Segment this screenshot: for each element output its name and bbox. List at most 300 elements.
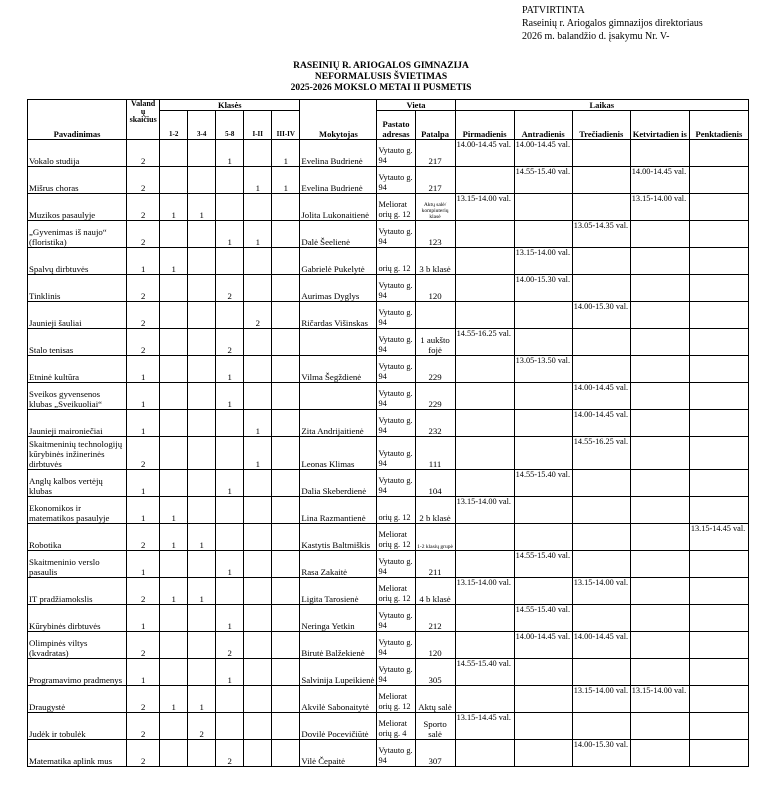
table-row <box>28 410 749 437</box>
thursday-time <box>630 329 689 356</box>
teacher-name: Lina Razmantienė <box>300 497 377 524</box>
class-3-4-count <box>188 632 216 659</box>
header-name: Pavadinimas <box>28 100 127 140</box>
building-address: Vytauto g. 94 <box>377 356 415 383</box>
hours-count: 2 <box>127 140 160 167</box>
building-address: Vytauto g. 94 <box>377 167 415 194</box>
class-i-ii-count: 1 <box>244 437 272 470</box>
class-iii-iv-count <box>272 686 300 713</box>
class-5-8-count: 1 <box>216 383 244 410</box>
friday-time <box>689 551 748 578</box>
wednesday-time: 13.15-14.00 val. <box>572 578 630 605</box>
tuesday-time: 14.55-15.40 val. <box>514 551 572 578</box>
document-titles <box>0 61 766 94</box>
teacher-name: Vilė Čepaitė <box>300 740 377 767</box>
class-3-4-count <box>188 302 216 329</box>
class-1-2-count <box>160 140 188 167</box>
header-hours: Valand ų skaičius <box>127 100 160 140</box>
activity-name: „Gyvenimas iš naujo“ (floristika) <box>28 221 127 248</box>
room-name: 1 aukšto fojė <box>415 329 455 356</box>
activity-name: Spalvų dirbtuvės <box>28 248 127 275</box>
hours-count: 2 <box>127 275 160 302</box>
wednesday-time: 14.00-14.45 val. <box>572 383 630 410</box>
class-3-4-count <box>188 248 216 275</box>
teacher-name: Akvilė Sabonaitytė <box>300 686 377 713</box>
class-1-2-count <box>160 221 188 248</box>
friday-time <box>689 632 748 659</box>
hours-count: 2 <box>127 329 160 356</box>
approval-block <box>522 4 703 43</box>
teacher-name: Ričardas Višinskas <box>300 302 377 329</box>
class-i-ii-count <box>244 740 272 767</box>
room-name: 305 <box>415 659 455 686</box>
room-name: 123 <box>415 221 455 248</box>
friday-time <box>689 248 748 275</box>
teacher-name: Birutė Balžekienė <box>300 632 377 659</box>
teacher-name: Zita Andrijaitienė <box>300 410 377 437</box>
room-name: 232 <box>415 410 455 437</box>
class-i-ii-count <box>244 275 272 302</box>
class-5-8-count <box>216 686 244 713</box>
teacher-name: Rasa Zakaitė <box>300 551 377 578</box>
monday-time <box>455 302 514 329</box>
hours-count: 2 <box>127 194 160 221</box>
activity-name: IT pradžiamokslis <box>28 578 127 605</box>
hours-count: 2 <box>127 740 160 767</box>
class-i-ii-count <box>244 140 272 167</box>
class-5-8-count: 2 <box>216 329 244 356</box>
building-address: Vytauto g. 94 <box>377 383 415 410</box>
building-address: Vytauto g. 94 <box>377 410 415 437</box>
class-iii-iv-count <box>272 329 300 356</box>
class-3-4-count <box>188 740 216 767</box>
activity-name: Draugystė <box>28 686 127 713</box>
monday-time: 14.55-15.40 val. <box>455 659 514 686</box>
tuesday-time <box>514 221 572 248</box>
school-title: RASEINIŲ R. ARIOGALOS GIMNAZIJA <box>293 61 469 71</box>
friday-time <box>689 740 748 767</box>
monday-time <box>455 275 514 302</box>
class-i-ii-count: 2 <box>244 302 272 329</box>
building-address: Vytauto g. 94 <box>377 437 415 470</box>
friday-time <box>689 221 748 248</box>
friday-time <box>689 605 748 632</box>
friday-time <box>689 194 748 221</box>
tuesday-time: 14.00-14.45 val. <box>514 632 572 659</box>
class-1-2-count <box>160 329 188 356</box>
wednesday-time <box>572 659 630 686</box>
tuesday-time <box>514 194 572 221</box>
class-iii-iv-count <box>272 632 300 659</box>
table-row <box>28 740 749 767</box>
class-i-ii-count <box>244 713 272 740</box>
header-class-1-2: 1-2 <box>160 111 188 140</box>
class-iii-iv-count <box>272 356 300 383</box>
thursday-time <box>630 524 689 551</box>
class-3-4-count: 1 <box>188 194 216 221</box>
building-address: Vytauto g. 94 <box>377 221 415 248</box>
wednesday-time <box>572 497 630 524</box>
header-friday: Penktadienis <box>689 111 748 140</box>
building-address: Meliorat orių g. 12 <box>377 194 415 221</box>
building-address: Vytauto g. 94 <box>377 551 415 578</box>
hours-count: 2 <box>127 686 160 713</box>
wednesday-time <box>572 551 630 578</box>
class-iii-iv-count <box>272 497 300 524</box>
header-classes: Klasės <box>160 100 300 111</box>
thursday-time <box>630 551 689 578</box>
class-i-ii-count <box>244 329 272 356</box>
room-name: 229 <box>415 383 455 410</box>
monday-time: 13.15-14.45 val. <box>455 713 514 740</box>
room-name: 307 <box>415 740 455 767</box>
period-title: 2025-2026 MOKSLO METAI II PUSMETIS <box>290 83 472 93</box>
activity-name: Mišrus choras <box>28 167 127 194</box>
building-address: Vytauto g. 94 <box>377 329 415 356</box>
header-class-5-8: 5-8 <box>216 111 244 140</box>
room-name: Aktų salė <box>415 686 455 713</box>
class-1-2-count: 1 <box>160 524 188 551</box>
class-1-2-count <box>160 740 188 767</box>
class-iii-iv-count <box>272 248 300 275</box>
class-3-4-count <box>188 437 216 470</box>
tuesday-time <box>514 383 572 410</box>
class-5-8-count <box>216 167 244 194</box>
wednesday-time <box>572 524 630 551</box>
tuesday-time <box>514 713 572 740</box>
table-row <box>28 383 749 410</box>
class-iii-iv-count <box>272 713 300 740</box>
class-5-8-count: 1 <box>216 470 244 497</box>
room-name: 212 <box>415 605 455 632</box>
approval-order: 2026 m. balandžio d. įsakymu Nr. V- <box>522 31 670 42</box>
teacher-name <box>300 329 377 356</box>
wednesday-time: 14.55-16.25 val. <box>572 437 630 470</box>
monday-time <box>455 632 514 659</box>
wednesday-time: 13.05-14.35 val. <box>572 221 630 248</box>
activity-name: Kūrybinės dirbtuvės <box>28 605 127 632</box>
teacher-name: Evelina Budrienė <box>300 167 377 194</box>
thursday-time <box>630 605 689 632</box>
tuesday-time <box>514 437 572 470</box>
monday-time <box>455 470 514 497</box>
monday-time <box>455 221 514 248</box>
class-5-8-count: 1 <box>216 356 244 383</box>
room-name: 211 <box>415 551 455 578</box>
thursday-time <box>630 578 689 605</box>
tuesday-time: 14.00-15.30 val. <box>514 275 572 302</box>
activity-name: Jaunieji šauliai <box>28 302 127 329</box>
monday-time: 13.15-14.00 val. <box>455 578 514 605</box>
building-address: orių g. 12 <box>377 248 415 275</box>
class-5-8-count <box>216 578 244 605</box>
hours-count: 1 <box>127 659 160 686</box>
thursday-time <box>630 140 689 167</box>
friday-time <box>689 686 748 713</box>
table-row <box>28 659 749 686</box>
class-iii-iv-count <box>272 524 300 551</box>
class-3-4-count: 1 <box>188 686 216 713</box>
class-3-4-count <box>188 383 216 410</box>
friday-time <box>689 329 748 356</box>
class-5-8-count: 1 <box>216 221 244 248</box>
monday-time <box>455 740 514 767</box>
class-3-4-count <box>188 470 216 497</box>
activity-name: Matematika aplink mus <box>28 740 127 767</box>
table-row <box>28 686 749 713</box>
class-1-2-count <box>160 410 188 437</box>
teacher-name: Evelina Budrienė <box>300 140 377 167</box>
friday-time <box>689 167 748 194</box>
class-i-ii-count <box>244 194 272 221</box>
tuesday-time: 14.00-14.45 val. <box>514 140 572 167</box>
wednesday-time: 14.00-15.30 val. <box>572 740 630 767</box>
class-iii-iv-count <box>272 551 300 578</box>
class-1-2-count <box>160 275 188 302</box>
class-3-4-count: 1 <box>188 524 216 551</box>
wednesday-time <box>572 248 630 275</box>
class-i-ii-count <box>244 551 272 578</box>
hours-count: 2 <box>127 524 160 551</box>
tuesday-time <box>514 524 572 551</box>
activity-name: Stalo tenisas <box>28 329 127 356</box>
thursday-time: 14.00-14.45 val. <box>630 167 689 194</box>
building-address: Meliorat orių g. 12 <box>377 524 415 551</box>
building-address: Meliorat orių g. 4 <box>377 713 415 740</box>
monday-time: 13.15-14.00 val. <box>455 497 514 524</box>
class-3-4-count <box>188 659 216 686</box>
thursday-time: 13.15-14.00 val. <box>630 194 689 221</box>
wednesday-time <box>572 605 630 632</box>
table-row <box>28 524 749 551</box>
class-i-ii-count <box>244 383 272 410</box>
table-row <box>28 194 749 221</box>
class-3-4-count <box>188 275 216 302</box>
class-3-4-count <box>188 221 216 248</box>
friday-time <box>689 383 748 410</box>
table-row <box>28 167 749 194</box>
class-iii-iv-count: 1 <box>272 140 300 167</box>
class-5-8-count: 1 <box>216 551 244 578</box>
thursday-time <box>630 302 689 329</box>
table-row <box>28 221 749 248</box>
room-name: Sporto salė <box>415 713 455 740</box>
class-1-2-count <box>160 383 188 410</box>
activity-name: Sveikos gyvensenos klubas „Sveikuoliai“ <box>28 383 127 410</box>
class-1-2-count <box>160 167 188 194</box>
approval-issuer: Raseinių r. Ariogalos gimnazijos direktoriaus <box>522 18 703 29</box>
class-1-2-count: 1 <box>160 248 188 275</box>
header-row-1 <box>28 100 749 111</box>
class-iii-iv-count <box>272 275 300 302</box>
wednesday-time <box>572 275 630 302</box>
room-name: 4 b klasė <box>415 578 455 605</box>
friday-time <box>689 437 748 470</box>
building-address: Vytauto g. 94 <box>377 632 415 659</box>
header-time: Laikas <box>455 100 748 111</box>
class-i-ii-count <box>244 632 272 659</box>
wednesday-time: 14.00-14.45 val. <box>572 410 630 437</box>
tuesday-time <box>514 740 572 767</box>
activity-name: Olimpinės viltys (kvadratas) <box>28 632 127 659</box>
friday-time <box>689 659 748 686</box>
class-i-ii-count: 1 <box>244 221 272 248</box>
monday-time <box>455 410 514 437</box>
activity-name: Judėk ir tobulėk <box>28 713 127 740</box>
thursday-time <box>630 275 689 302</box>
room-name: 217 <box>415 167 455 194</box>
class-3-4-count <box>188 167 216 194</box>
building-address: Meliorat orių g. 12 <box>377 686 415 713</box>
class-iii-iv-count <box>272 302 300 329</box>
class-3-4-count <box>188 329 216 356</box>
room-name: 3 b klasė <box>415 248 455 275</box>
monday-time: 14.55-16.25 val. <box>455 329 514 356</box>
table-row <box>28 356 749 383</box>
class-iii-iv-count: 1 <box>272 167 300 194</box>
teacher-name: Leonas Klimas <box>300 437 377 470</box>
class-1-2-count <box>160 605 188 632</box>
monday-time <box>455 605 514 632</box>
thursday-time <box>630 632 689 659</box>
class-iii-iv-count <box>272 470 300 497</box>
header-class-i-ii: I-II <box>244 111 272 140</box>
class-i-ii-count <box>244 686 272 713</box>
building-address: Vytauto g. 94 <box>377 140 415 167</box>
room-name: Aktų salė/ kompiuterių klasė <box>415 194 455 221</box>
wednesday-time: 13.15-14.00 val. <box>572 686 630 713</box>
monday-time <box>455 356 514 383</box>
monday-time <box>455 524 514 551</box>
tuesday-time <box>514 302 572 329</box>
building-address: Meliorat orių g. 12 <box>377 578 415 605</box>
class-1-2-count <box>160 632 188 659</box>
class-3-4-count <box>188 410 216 437</box>
friday-time <box>689 578 748 605</box>
thursday-time <box>630 248 689 275</box>
thursday-time <box>630 221 689 248</box>
class-i-ii-count: 1 <box>244 410 272 437</box>
monday-time <box>455 167 514 194</box>
class-1-2-count: 1 <box>160 194 188 221</box>
wednesday-time <box>572 140 630 167</box>
hours-count: 1 <box>127 356 160 383</box>
class-5-8-count <box>216 524 244 551</box>
document-subtitle: NEFORMALUSIS ŠVIETIMAS <box>314 72 448 82</box>
wednesday-time <box>572 167 630 194</box>
thursday-time <box>630 713 689 740</box>
room-name: 111 <box>415 437 455 470</box>
room-name: 217 <box>415 140 455 167</box>
room-name: 120 <box>415 632 455 659</box>
class-5-8-count: 2 <box>216 740 244 767</box>
thursday-time <box>630 383 689 410</box>
class-i-ii-count <box>244 605 272 632</box>
table-row <box>28 578 749 605</box>
class-5-8-count <box>216 713 244 740</box>
teacher-name: Kastytis Baltmiškis <box>300 524 377 551</box>
wednesday-time <box>572 194 630 221</box>
class-5-8-count <box>216 194 244 221</box>
friday-time: 13.15-14.45 val. <box>689 524 748 551</box>
building-address: Vytauto g. 94 <box>377 302 415 329</box>
class-iii-iv-count <box>272 659 300 686</box>
hours-count: 2 <box>127 713 160 740</box>
wednesday-time <box>572 470 630 497</box>
tuesday-time: 13.15-14.00 val. <box>514 248 572 275</box>
tuesday-time: 14.55-15.40 val. <box>514 470 572 497</box>
class-5-8-count <box>216 497 244 524</box>
room-name <box>415 302 455 329</box>
activity-name: Ekonomikos ir matematikos pasaulyje <box>28 497 127 524</box>
class-i-ii-count <box>244 659 272 686</box>
monday-time: 14.00-14.45 val. <box>455 140 514 167</box>
class-5-8-count <box>216 248 244 275</box>
header-building: Pastato adresas <box>377 111 415 140</box>
header-class-iii-iv: III-IV <box>272 111 300 140</box>
room-name: 120 <box>415 275 455 302</box>
header-tuesday: Antradienis <box>514 111 572 140</box>
class-i-ii-count <box>244 356 272 383</box>
class-3-4-count: 2 <box>188 713 216 740</box>
thursday-time <box>630 470 689 497</box>
monday-time <box>455 248 514 275</box>
table-row <box>28 437 749 470</box>
class-1-2-count <box>160 713 188 740</box>
monday-time <box>455 686 514 713</box>
table-row <box>28 275 749 302</box>
class-5-8-count: 1 <box>216 140 244 167</box>
tuesday-time <box>514 686 572 713</box>
wednesday-time <box>572 356 630 383</box>
teacher-name: Vilma Šegždienė <box>300 356 377 383</box>
table-row <box>28 551 749 578</box>
hours-count: 2 <box>127 632 160 659</box>
hours-count: 2 <box>127 302 160 329</box>
hours-count: 2 <box>127 437 160 470</box>
monday-time <box>455 551 514 578</box>
friday-time <box>689 302 748 329</box>
hours-count: 2 <box>127 221 160 248</box>
class-3-4-count <box>188 551 216 578</box>
hours-count: 1 <box>127 248 160 275</box>
hours-count: 2 <box>127 167 160 194</box>
teacher-name: Salvinija Lupeikienė <box>300 659 377 686</box>
room-name: 2 b klasė <box>415 497 455 524</box>
class-1-2-count: 1 <box>160 497 188 524</box>
wednesday-time <box>572 713 630 740</box>
tuesday-time <box>514 410 572 437</box>
hours-count: 1 <box>127 470 160 497</box>
table-row <box>28 605 749 632</box>
teacher-name: Ligita Tarosienė <box>300 578 377 605</box>
class-5-8-count: 2 <box>216 275 244 302</box>
building-address: orių g. 12 <box>377 497 415 524</box>
teacher-name: Aurimas Dyglys <box>300 275 377 302</box>
schedule-table <box>27 99 749 767</box>
teacher-name: Dalia Skeberdienė <box>300 470 377 497</box>
table-row <box>28 140 749 167</box>
table-row <box>28 632 749 659</box>
activity-name: Tinklinis <box>28 275 127 302</box>
teacher-name: Neringa Yetkin <box>300 605 377 632</box>
friday-time <box>689 497 748 524</box>
class-1-2-count <box>160 356 188 383</box>
tuesday-time <box>514 329 572 356</box>
wednesday-time: 14.00-15.30 val. <box>572 302 630 329</box>
class-3-4-count: 1 <box>188 578 216 605</box>
header-teacher: Mokytojas <box>300 100 377 140</box>
